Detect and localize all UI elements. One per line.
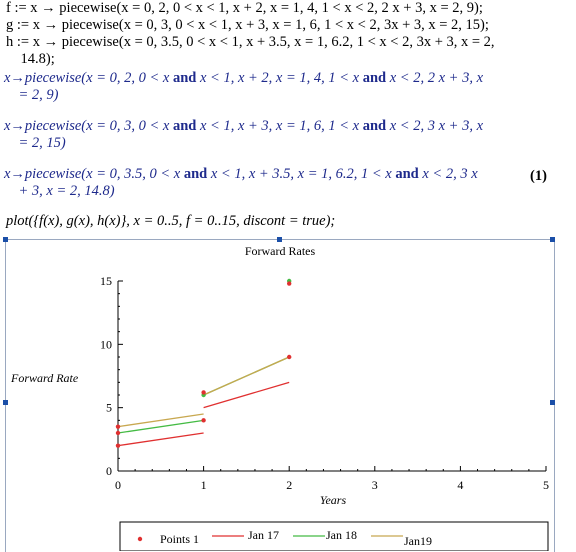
x-axis-label: Years <box>319 493 347 507</box>
data-point <box>201 418 205 422</box>
input-line-f[interactable]: f := x → piecewise(x = 0, 2, 0 < x < 1, x + 2, x = 1, 4, 1 < x < 2, 2 x + 3, x = 2, 9); <box>6 0 483 16</box>
y-axis-label: Forward Rate <box>11 371 79 385</box>
series-line-segment <box>118 433 204 446</box>
legend-label-series: Jan 17 <box>248 528 279 542</box>
data-point <box>201 390 205 394</box>
output-line-g: x→piecewise(x = 0, 3, 0 < x and x < 1, x + 3, x = 1, 6, 1 < x and x < 2, 3 x + 3, x <box>4 118 484 134</box>
legend-label-series: Jan 18 <box>326 528 357 542</box>
data-point <box>287 281 291 285</box>
y-tick-label: 15 <box>100 274 112 288</box>
y-tick-label: 0 <box>106 464 112 478</box>
legend-points-marker <box>138 537 142 541</box>
series-line-segment <box>118 420 204 433</box>
y-tick-label: 10 <box>100 337 112 352</box>
x-tick-label: 2 <box>286 478 293 492</box>
output-line-h: x→piecewise(x = 0, 3.5, 0 < x and x < 1, x + 3.5, x = 1, 6.2, 1 < x and x < 2, 3 x <box>4 166 478 182</box>
equation-label: (1) <box>530 168 547 184</box>
legend-label-series: Jan19 <box>404 534 432 548</box>
data-point <box>116 431 120 435</box>
series-line-segment <box>204 357 290 395</box>
series-line-segment <box>118 414 204 427</box>
output-line-g-cont: = 2, 15) <box>4 135 66 151</box>
data-point <box>116 424 120 428</box>
axes <box>100 274 549 492</box>
input-line-h-cont[interactable]: 14.8); <box>6 51 55 67</box>
x-tick-label: 3 <box>371 478 378 492</box>
chart-title: Forward Rates <box>244 244 316 258</box>
data-point <box>116 443 120 447</box>
plot-command-line[interactable]: plot({f(x), g(x), h(x)}, x = 0..5, f = 0..15, discont = true); <box>6 213 336 229</box>
y-tick-label: 5 <box>106 400 112 415</box>
x-tick-label: 4 <box>457 478 464 492</box>
series-line-segment <box>204 382 290 407</box>
output-line-h-cont: + 3, x = 2, 14.8) <box>4 183 115 199</box>
legend-label-points: Points 1 <box>160 532 200 546</box>
input-line-h[interactable]: h := x → piecewise(x = 0, 3.5, 0 < x < 1, x + 3.5, x = 1, 6.2, 1 < x < 2, 3x + 3, x = 2, <box>6 34 495 50</box>
series-lines <box>118 357 289 446</box>
input-line-g[interactable]: g := x → piecewise(x = 0, 3, 0 < x < 1, x + 3, x = 1, 6, 1 < x < 2, 3x + 3, x = 2, 15); <box>6 17 489 33</box>
legend <box>120 522 548 551</box>
x-tick-label: 1 <box>200 478 207 492</box>
x-tick-label: 5 <box>543 478 549 492</box>
x-tick-label: 0 <box>115 478 121 492</box>
output-line-f: x→piecewise(x = 0, 2, 0 < x and x < 1, x + 2, x = 1, 4, 1 < x and x < 2, 2 x + 3, x <box>4 70 484 86</box>
output-line-f-cont: = 2, 9) <box>4 87 59 103</box>
data-point <box>287 355 291 359</box>
